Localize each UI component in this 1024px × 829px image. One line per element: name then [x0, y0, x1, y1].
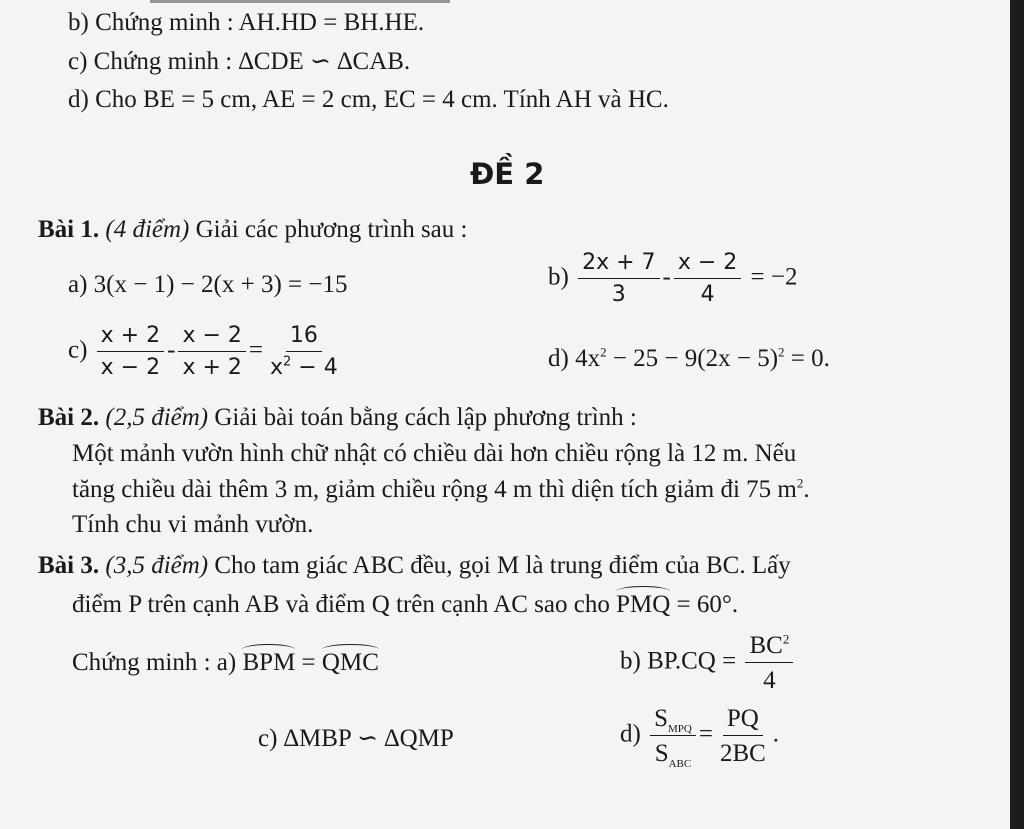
numerator — [650, 706, 696, 736]
bai2-heading — [38, 405, 637, 430]
screen-edge — [1010, 0, 1024, 829]
denominator: 3 — [611, 282, 626, 307]
bai1-item-a: a) 3(x − 1) − 2(x + 3) = −15 — [68, 271, 348, 298]
angle: QMC — [321, 649, 379, 676]
prefix: Chứng minh : a) — [72, 649, 237, 676]
equals: = — [301, 649, 316, 676]
text: . — [803, 476, 810, 503]
fraction — [745, 633, 793, 693]
subscript: MPQ — [667, 723, 692, 735]
bai2-points: (2,5 điểm) — [105, 404, 209, 431]
bai2-line1: Một mảnh vườn hình chữ nhật có chiều dài hơn chiều rộng là 12 m. Nếu — [72, 440, 797, 467]
fraction — [97, 325, 164, 379]
text: tăng chiều dài thêm 3 m, giảm chiều rộng 4 m thì diện tích giảm đi 75 m — [72, 476, 797, 503]
numerator: 2x + 7 — [578, 252, 659, 279]
base: S — [654, 740, 669, 767]
bai2-label: Bài 2. — [38, 404, 100, 431]
base: S — [654, 705, 668, 732]
bai1-d-prefix: d) — [548, 345, 569, 372]
bai3-points: (3,5 điểm) — [105, 552, 209, 579]
term: = 0. — [784, 345, 830, 372]
bai1-item-b — [548, 252, 797, 306]
bai1-item-c — [68, 325, 345, 379]
exponent: 2 — [782, 631, 790, 647]
bai3-item-b — [620, 633, 796, 693]
denominator — [651, 736, 696, 770]
bai3-item-c: c) ∆MBP ∽ ∆QMP — [258, 725, 454, 752]
page-title: ĐỀ 2 — [470, 157, 545, 191]
fraction — [578, 252, 659, 306]
operator: - — [662, 263, 671, 291]
cropped-text-edge — [150, 0, 450, 3]
term: 4x — [575, 345, 601, 372]
text: = 60°. — [670, 591, 739, 618]
angle: PMQ — [616, 591, 671, 618]
rhs: = −2 — [750, 263, 798, 291]
fraction — [716, 706, 770, 766]
prev-item-d: d) Cho BE = 5 cm, AE = 2 cm, EC = 4 cm. Tính AH và HC. — [68, 86, 669, 113]
bai3-label: Bài 3. — [38, 552, 100, 579]
numerator: x + 2 — [97, 325, 164, 352]
denominator: x − 2 — [100, 355, 161, 380]
text: điểm P trên cạnh AB và điểm Q trên cạnh AC sao cho — [72, 591, 610, 618]
bai3-text: Cho tam giác ABC đều, gọi M là trung điểm của BC. Lấy — [214, 552, 791, 579]
angle: BPM — [242, 649, 296, 676]
base: BC — [749, 632, 783, 659]
bai2-line2 — [72, 477, 810, 502]
exponent: 2 — [600, 344, 607, 360]
subscript: ABC — [668, 758, 692, 770]
denominator: 4 — [700, 282, 715, 307]
prefix: b) BP.CQ = — [620, 647, 737, 675]
bai1-text: Giải các phương trình sau : — [195, 216, 468, 243]
bai3-heading — [38, 553, 791, 578]
prev-item-c: c) Chứng minh : ∆CDE ∽ ∆CAB. — [68, 48, 411, 75]
prefix: d) — [620, 720, 641, 748]
numerator: 16 — [286, 325, 322, 352]
text: . — [772, 720, 780, 748]
numerator: PQ — [723, 706, 763, 736]
bai1-label: Bài 1. — [38, 216, 100, 243]
denominator: 2BC — [719, 740, 766, 767]
bai2-line3: Tính chu vi mảnh vườn. — [72, 511, 314, 538]
term: − 25 − 9(2x − 5) — [606, 345, 779, 372]
fraction — [266, 325, 342, 379]
operator: - — [167, 336, 176, 364]
numerator — [745, 633, 793, 663]
bai3-line2 — [72, 592, 738, 617]
equals: = — [248, 336, 263, 364]
bai3-item-a — [72, 650, 379, 675]
fraction — [178, 325, 245, 379]
bai1-item-d — [548, 346, 830, 371]
bai1-b-prefix: b) — [548, 263, 569, 291]
exponent: 2 — [778, 344, 785, 360]
denominator — [266, 352, 342, 379]
fraction — [650, 705, 696, 770]
rest: − 4 — [291, 355, 338, 380]
equals: = — [698, 720, 713, 748]
numerator: x − 2 — [674, 252, 741, 279]
exponent: 2 — [283, 354, 292, 370]
denominator: x + 2 — [182, 355, 242, 380]
numerator: x − 2 — [178, 325, 245, 352]
denominator: 4 — [763, 667, 776, 694]
prev-item-b: b) Chứng minh : AH.HD = BH.HE. — [68, 9, 425, 36]
bai1-heading — [38, 217, 467, 242]
exponent: 2 — [796, 475, 804, 491]
fraction — [674, 252, 741, 306]
bai3-item-d — [620, 705, 780, 770]
bai2-text: Giải bài toán bằng cách lập phương trình : — [214, 404, 637, 431]
bai1-points: (4 điểm) — [105, 216, 190, 243]
bai1-c-prefix: c) — [68, 336, 88, 364]
base: x — [269, 355, 284, 380]
